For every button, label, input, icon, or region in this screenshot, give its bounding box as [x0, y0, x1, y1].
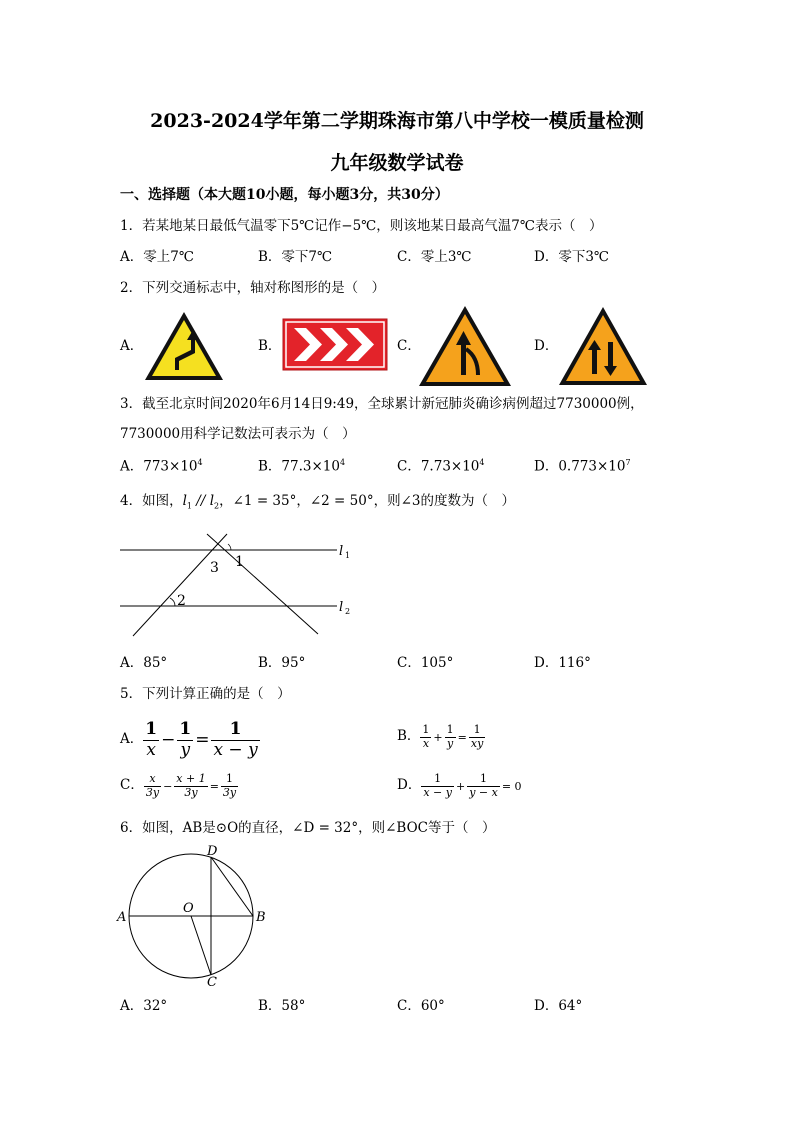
exam-title: 2023-2024学年第二学期珠海市第八中学校一模质量检测 [150, 110, 644, 132]
q4-stem: 4．如图，$l_1 // l_2$，∠1 = 35°，∠2 = 50°，则∠3的度数为（ ） [120, 493, 515, 511]
q3-option-d: D．$0.773\times 10^7$ [534, 458, 631, 475]
q4-parallel-lines-figure [115, 528, 365, 640]
q6-option-d: D．64° [534, 998, 583, 1014]
q2-stem: 2．下列交通标志中，轴对称图形的是（ ） [120, 280, 386, 296]
q2-option-a: A． [120, 338, 144, 354]
point-a-label: A [117, 910, 127, 925]
q5-option-b: B． $\frac{1}{x}$ + $\frac{1}{y}$ = $\frac{1}{xy}$ [397, 723, 484, 750]
label-l1-sub: 1 [345, 551, 351, 560]
q3-stem-line2: 7730000用科学记数法可表示为（ ） [120, 426, 356, 442]
point-b-label: B [256, 910, 266, 925]
angle-1-label: 1 [235, 554, 244, 570]
exam-subtitle: 九年级数学试卷 [330, 152, 464, 174]
q4-option-c: C．105° [397, 655, 454, 671]
q3-option-a: A．$773\times 10^4$ [120, 458, 203, 475]
section-heading: 一、选择题（本大题10小题，每小题3分，共30分） [120, 187, 449, 203]
label-l2: l [339, 600, 344, 615]
sign-two-way-icon [558, 306, 648, 386]
q6-stem: 6．如图，AB是⊙O的直径，∠D = 32°，则∠BOC等于（ ） [120, 820, 496, 836]
q2-option-d: D． [534, 338, 559, 354]
q2-option-b: B． [258, 338, 282, 354]
q6-option-c: C．60° [397, 998, 445, 1014]
q6-option-a: A．32° [120, 998, 168, 1014]
q1-option-b: B．零下7℃ [258, 249, 333, 265]
q6-option-b: B．58° [258, 998, 306, 1014]
label-l1: l [339, 544, 344, 559]
point-o-label: O [183, 901, 194, 916]
q1-stem: 1．若某地某日最低气温零下5℃记作−5℃，则该地某日最高气温7℃表示（ ） [120, 218, 603, 234]
q1-option-d: D．零下3℃ [534, 249, 610, 265]
q5-option-d: D． $\frac{1}{x - y}$ + $\frac{1}{y - x}$ = 0 [397, 772, 522, 799]
q6-circle-figure [115, 842, 275, 990]
angle-2-label: 2 [177, 593, 186, 609]
angle-3-label: 3 [210, 560, 219, 576]
q5-option-a: A． $\frac{1}{x}$ − $\frac{1}{y}$ = $\frac{1}{x - y}$ [120, 719, 258, 760]
point-d-label: D [207, 844, 218, 859]
q4-option-d: D．116° [534, 655, 591, 671]
q2-option-c: C． [397, 338, 421, 354]
q3-option-c: C．$7.73\times 10^4$ [397, 458, 485, 475]
q5-option-c: C． $\frac{x}{3y}$ − $\frac{x + 1}{3y}$ = $\frac{1}{3y}$ [120, 772, 237, 799]
sign-merge-icon [418, 305, 512, 387]
q4-option-b: B．95° [258, 655, 306, 671]
q1-option-c: C．零上3℃ [397, 249, 472, 265]
sign-winding-road-icon [143, 310, 225, 382]
point-c-label: C [207, 975, 217, 990]
q1-option-a: A．零上7℃ [120, 249, 194, 265]
label-l2-sub: 2 [345, 607, 351, 616]
q5-stem: 5．下列计算正确的是（ ） [120, 686, 291, 702]
q3-stem-line1: 3．截至北京时间2020年6月14日9:49，全球累计新冠肺炎确诊病例超过7730000例， [120, 396, 644, 412]
q4-option-a: A．85° [120, 655, 168, 671]
sign-chevron-icon [282, 318, 388, 371]
q3-option-b: B．$77.3\times 10^4$ [258, 458, 346, 475]
